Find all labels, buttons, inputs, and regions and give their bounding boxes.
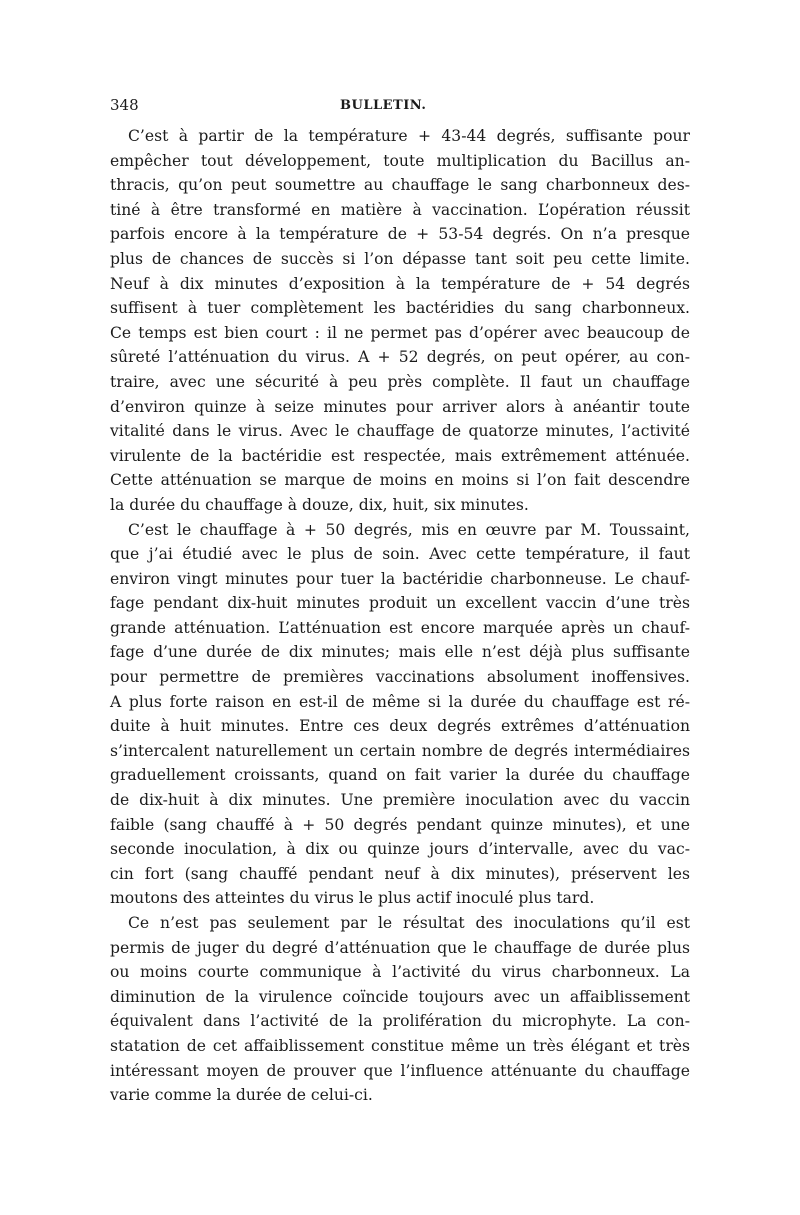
text-line: de dix-huit à dix minutes. Une première inoculation avec du vaccin [110,791,690,810]
text-line: pour permettre de premières vaccinations absolument inoffensives. [110,668,690,687]
text-line: C’est à partir de la température + 43-44 degrés, suffisante pour [128,127,690,145]
text-line: diminution de la virulence coïncide toujours avec un affaiblissement [110,987,690,1006]
text-line: statation de cet affaiblissement constitue même un très élégant et très [110,1036,690,1055]
text-line: suffisent à tuer complètement les bactéridies du sang charbonneux. [110,299,690,318]
text-line: seconde inoculation, à dix ou quinze jours d’intervalle, avec du vac- [110,840,690,859]
text-line: environ vingt minutes pour tuer la bactéridie charbonneuse. Le chauf- [110,569,690,588]
book-page [110,96,690,1108]
text-line: Ce n’est pas seulement par le résultat des inoculations qu’il est [128,914,690,932]
text-line: équivalent dans l’activité de la prolifération du microphyte. La con- [110,1012,690,1031]
text-line: intéressant moyen de prouver que l’influence atténuante du chauffage [110,1061,690,1080]
text-line: moutons des atteintes du virus le plus actif inoculé plus tard. [110,889,595,908]
text-line: Ce temps est bien court : il ne permet pas d’opérer avec beaucoup de [110,323,690,342]
text-line: faible (sang chauffé à + 50 degrés pendant quinze minutes), et une [110,815,690,834]
text-line: vitalité dans le virus. Avec le chauffage de quatorze minutes, l’activité [110,422,690,441]
text-line: duite à huit minutes. Entre ces deux degrés extrêmes d’atténuation [110,717,690,736]
text-line: empêcher tout développement, toute multiplication du Bacillus an- [110,151,690,170]
body-text [110,124,690,1108]
text-line: grande atténuation. L’atténuation est encore marquée après un chauf- [110,618,690,637]
text-line: varie comme la durée de celui-ci. [110,1086,373,1105]
text-line: virulente de la bactéridie est respectée, mais extrêmement atténuée. [110,446,690,465]
text-line: A plus forte raison en est-il de même si la durée du chauffage est ré- [110,692,690,711]
page-number: 348 [110,96,139,114]
text-line: tiné à être transformé en matière à vaccination. L’opération réussit [110,200,690,219]
text-line: graduellement croissants, quand on fait varier la durée du chauffage [110,766,690,785]
text-line: sûreté l’atténuation du virus. A + 52 degrés, on peut opérer, au con- [110,348,690,367]
text-line: fage pendant dix-huit minutes produit un excellent vaccin d’une très [110,594,690,613]
text-line: traire, avec une sécurité à peu près complète. Il faut un chauffage [110,372,690,391]
text-line: fage d’une durée de dix minutes; mais elle n’est déjà plus suffisante [110,643,690,662]
text-line: Cette atténuation se marque de moins en moins si l’on fait descendre [110,471,690,490]
paragraph [110,518,690,912]
text-line: ou moins courte communique à l’activité du virus charbonneux. La [110,963,690,982]
text-line: permis de juger du degré d’atténuation que le chauffage de durée plus [110,938,690,957]
text-line: s’intercalent naturellement un certain nombre de degrés intermédiaires [110,741,690,760]
text-line: Neuf à dix minutes d’exposition à la température de + 54 degrés [110,274,690,293]
text-line: cin fort (sang chauffé pendant neuf à dix minutes), préservent les [110,864,690,883]
text-line: thracis, qu’on peut soumettre au chauffage le sang charbonneux des- [110,176,690,195]
text-line: plus de chances de succès si l’on dépasse tant soit peu cette limite. [110,249,690,268]
text-line: parfois encore à la température de + 53-54 degrés. On n’a presque [110,225,690,244]
paragraph [110,124,690,518]
running-title: BULLETIN. [340,98,427,113]
text-line: C’est le chauffage à + 50 degrés, mis en œuvre par M. Toussaint, [128,520,690,539]
text-line: que j’ai étudié avec le plus de soin. Avec cette température, il faut [110,545,690,564]
text-line: d’environ quinze à seize minutes pour arriver alors à anéantir toute [110,397,690,416]
running-head [110,96,690,122]
paragraph [110,911,690,1108]
text-line: la durée du chauffage à douze, dix, huit, six minutes. [110,495,529,514]
